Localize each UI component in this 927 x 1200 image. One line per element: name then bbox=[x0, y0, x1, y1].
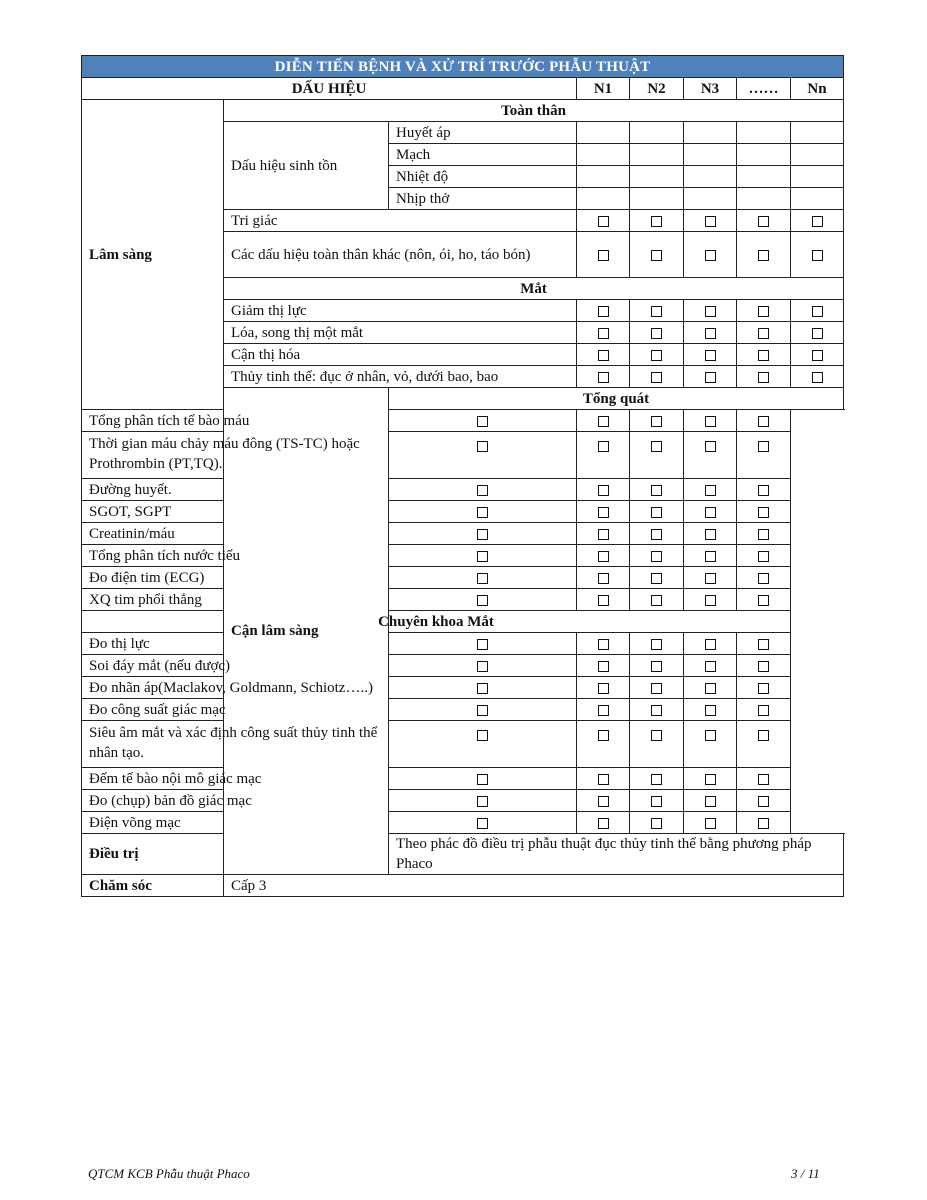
checkbox[interactable] bbox=[651, 595, 662, 606]
footer-document-title: QTCM KCB Phẫu thuật Phaco bbox=[88, 1166, 250, 1181]
checkbox[interactable] bbox=[598, 774, 609, 785]
checkbox[interactable] bbox=[598, 796, 609, 807]
checkbox[interactable] bbox=[598, 328, 609, 339]
entry-cell[interactable] bbox=[577, 166, 630, 188]
table-title: DIỄN TIẾN BỆNH VÀ XỬ TRÍ TRƯỚC PHẪU THUẬT bbox=[82, 56, 844, 78]
checkbox[interactable] bbox=[705, 661, 716, 672]
section-tong-quat: Tổng quát bbox=[389, 388, 844, 410]
checkbox[interactable] bbox=[651, 730, 662, 741]
item-label: Cận thị hóa bbox=[224, 344, 577, 366]
checkbox[interactable] bbox=[598, 306, 609, 317]
entry-cell[interactable] bbox=[577, 122, 630, 144]
pre-op-progress-table bbox=[81, 55, 844, 897]
checkbox[interactable] bbox=[758, 661, 769, 672]
checkbox[interactable] bbox=[705, 350, 716, 361]
checkbox[interactable] bbox=[477, 639, 488, 650]
header-col: …… bbox=[737, 78, 791, 100]
checkbox[interactable] bbox=[651, 796, 662, 807]
header-col: N2 bbox=[630, 78, 684, 100]
checkbox[interactable] bbox=[598, 416, 609, 427]
header-col: N1 bbox=[577, 78, 630, 100]
checkbox[interactable] bbox=[758, 350, 769, 361]
checkbox[interactable] bbox=[705, 796, 716, 807]
checkbox[interactable] bbox=[758, 216, 769, 227]
entry-cell[interactable] bbox=[577, 188, 630, 210]
section-chuyen-khoa: Chuyên khoa Mắt bbox=[82, 611, 791, 633]
entry-cell[interactable] bbox=[630, 144, 684, 166]
checkbox[interactable] bbox=[758, 250, 769, 261]
item-label: Tri giác bbox=[224, 210, 577, 232]
checkbox[interactable] bbox=[477, 507, 488, 518]
cham-soc-value: Cấp 3 bbox=[224, 875, 844, 897]
checkbox[interactable] bbox=[651, 441, 662, 452]
checkbox[interactable] bbox=[705, 306, 716, 317]
checkbox[interactable] bbox=[651, 372, 662, 383]
item-label: Đo điện tim (ECG) bbox=[82, 567, 389, 589]
checkbox[interactable] bbox=[812, 250, 823, 261]
item-label: XQ tim phổi thẳng bbox=[82, 589, 389, 611]
checkbox[interactable] bbox=[758, 441, 769, 452]
checkbox[interactable] bbox=[598, 216, 609, 227]
entry-cell[interactable] bbox=[737, 144, 791, 166]
item-label: Đường huyết. bbox=[82, 479, 389, 501]
item-label: Các dấu hiệu toàn thân khác (nôn, ói, ho, táo bón) bbox=[224, 232, 577, 278]
item-label: Điện võng mạc bbox=[82, 812, 389, 834]
footer-page-number: 3 / 11 bbox=[791, 1166, 820, 1181]
section-mat: Mắt bbox=[224, 278, 844, 300]
item-label: Giảm thị lực bbox=[224, 300, 577, 322]
checkbox[interactable] bbox=[705, 250, 716, 261]
checkbox[interactable] bbox=[705, 529, 716, 540]
checkbox[interactable] bbox=[758, 328, 769, 339]
checkbox[interactable] bbox=[598, 595, 609, 606]
checkbox[interactable] bbox=[758, 705, 769, 716]
checkbox[interactable] bbox=[598, 507, 609, 518]
checkbox[interactable] bbox=[705, 774, 716, 785]
checkbox[interactable] bbox=[598, 661, 609, 672]
checkbox[interactable] bbox=[705, 416, 716, 427]
checkbox[interactable] bbox=[598, 529, 609, 540]
vital-sign-label: Nhịp thở bbox=[389, 188, 577, 210]
checkbox[interactable] bbox=[598, 250, 609, 261]
checkbox[interactable] bbox=[705, 328, 716, 339]
checkbox[interactable] bbox=[477, 730, 488, 741]
checkbox[interactable] bbox=[705, 705, 716, 716]
checkbox[interactable] bbox=[758, 683, 769, 694]
checkbox[interactable] bbox=[651, 250, 662, 261]
entry-cell[interactable] bbox=[737, 166, 791, 188]
checkbox[interactable] bbox=[651, 350, 662, 361]
checkbox[interactable] bbox=[651, 774, 662, 785]
entry-cell[interactable] bbox=[630, 122, 684, 144]
checkbox[interactable] bbox=[705, 730, 716, 741]
entry-cell[interactable] bbox=[791, 188, 844, 210]
checkbox[interactable] bbox=[758, 551, 769, 562]
checkbox[interactable] bbox=[598, 485, 609, 496]
checkbox[interactable] bbox=[598, 573, 609, 584]
checkbox[interactable] bbox=[758, 796, 769, 807]
group-lam-sang: Lâm sàng bbox=[82, 100, 224, 410]
entry-cell[interactable] bbox=[737, 122, 791, 144]
item-label: Lóa, song thị một mắt bbox=[224, 322, 577, 344]
entry-cell[interactable] bbox=[577, 144, 630, 166]
checkbox[interactable] bbox=[598, 551, 609, 562]
checkbox[interactable] bbox=[705, 639, 716, 650]
header-dau-hieu: DẤU HIỆU bbox=[82, 78, 577, 100]
checkbox[interactable] bbox=[477, 416, 488, 427]
checkbox[interactable] bbox=[598, 372, 609, 383]
checkbox[interactable] bbox=[812, 306, 823, 317]
checkbox[interactable] bbox=[477, 705, 488, 716]
checkbox[interactable] bbox=[758, 639, 769, 650]
checkbox[interactable] bbox=[651, 216, 662, 227]
entry-cell[interactable] bbox=[684, 144, 737, 166]
checkbox[interactable] bbox=[477, 551, 488, 562]
item-label: Thời gian máu chảy máu đông (TS-TC) hoặc Prothrombin (PT,TQ). bbox=[82, 432, 389, 479]
checkbox[interactable] bbox=[651, 485, 662, 496]
item-label: Đo thị lực bbox=[82, 633, 389, 655]
checkbox[interactable] bbox=[477, 573, 488, 584]
checkbox[interactable] bbox=[651, 661, 662, 672]
checkbox[interactable] bbox=[651, 683, 662, 694]
checkbox[interactable] bbox=[651, 306, 662, 317]
checkbox[interactable] bbox=[477, 774, 488, 785]
item-label: Đếm tế bào nội mô giác mạc bbox=[82, 768, 389, 790]
checkbox[interactable] bbox=[598, 683, 609, 694]
checkbox[interactable] bbox=[651, 639, 662, 650]
checkbox[interactable] bbox=[705, 372, 716, 383]
checkbox[interactable] bbox=[758, 774, 769, 785]
entry-cell[interactable] bbox=[630, 166, 684, 188]
header-row bbox=[82, 78, 844, 100]
checkbox[interactable] bbox=[598, 350, 609, 361]
checkbox[interactable] bbox=[705, 573, 716, 584]
vital-sign-label: Huyết áp bbox=[389, 122, 577, 144]
group-can-lam-sang: Cận lâm sàng bbox=[224, 388, 389, 875]
checkbox[interactable] bbox=[758, 306, 769, 317]
group-cham-soc: Chăm sóc bbox=[82, 875, 224, 897]
item-label: Soi đáy mắt (nếu được) bbox=[82, 655, 389, 677]
checkbox[interactable] bbox=[651, 507, 662, 518]
entry-cell[interactable] bbox=[684, 122, 737, 144]
checkbox[interactable] bbox=[477, 683, 488, 694]
checkbox[interactable] bbox=[812, 328, 823, 339]
checkbox[interactable] bbox=[598, 705, 609, 716]
checkbox[interactable] bbox=[477, 595, 488, 606]
group-dieu-tri: Điều trị bbox=[82, 834, 224, 875]
checkbox[interactable] bbox=[758, 818, 769, 829]
checkbox[interactable] bbox=[705, 485, 716, 496]
vital-signs-label: Dấu hiệu sinh tồn bbox=[224, 122, 389, 210]
checkbox[interactable] bbox=[477, 661, 488, 672]
checkbox[interactable] bbox=[758, 416, 769, 427]
item-label: SGOT, SGPT bbox=[82, 501, 389, 523]
entry-cell[interactable] bbox=[791, 144, 844, 166]
checkbox[interactable] bbox=[477, 485, 488, 496]
checkbox[interactable] bbox=[651, 328, 662, 339]
item-label: Đo nhãn áp(Maclakov, Goldmann, Schiotz…..) bbox=[82, 677, 389, 699]
checkbox[interactable] bbox=[477, 818, 488, 829]
checkbox[interactable] bbox=[705, 551, 716, 562]
checkbox[interactable] bbox=[705, 441, 716, 452]
item-label: Đo công suất giác mạc bbox=[82, 699, 389, 721]
checkbox[interactable] bbox=[477, 529, 488, 540]
dieu-tri-value: Theo phác đồ điều trị phẫu thuật đục thủy tinh thể bằng phương pháp Phaco bbox=[389, 834, 844, 875]
checkbox[interactable] bbox=[705, 216, 716, 227]
checkbox[interactable] bbox=[812, 372, 823, 383]
checkbox[interactable] bbox=[758, 730, 769, 741]
checkbox[interactable] bbox=[758, 372, 769, 383]
header-col: Nn bbox=[791, 78, 844, 100]
entry-cell[interactable] bbox=[684, 166, 737, 188]
checkbox[interactable] bbox=[705, 818, 716, 829]
item-label: Tổng phân tích tế bào máu bbox=[82, 410, 389, 432]
entry-cell[interactable] bbox=[630, 188, 684, 210]
item-label: Siêu âm mắt và xác định công suất thủy tinh thể nhân tạo. bbox=[82, 721, 389, 768]
checkbox[interactable] bbox=[651, 551, 662, 562]
checkbox[interactable] bbox=[705, 595, 716, 606]
checkbox[interactable] bbox=[651, 573, 662, 584]
item-label: Creatinin/máu bbox=[82, 523, 389, 545]
item-label: Tổng phân tích nước tiểu bbox=[82, 545, 389, 567]
checkbox[interactable] bbox=[598, 441, 609, 452]
item-label: Đo (chụp) bản đồ giác mạc bbox=[82, 790, 389, 812]
entry-cell[interactable] bbox=[737, 188, 791, 210]
checkbox[interactable] bbox=[598, 730, 609, 741]
checkbox[interactable] bbox=[758, 529, 769, 540]
checkbox[interactable] bbox=[477, 441, 488, 452]
checkbox[interactable] bbox=[758, 595, 769, 606]
checkbox[interactable] bbox=[758, 573, 769, 584]
item-label: Thủy tinh thể: đục ở nhân, vỏ, dưới bao, bao bbox=[224, 366, 577, 388]
checkbox[interactable] bbox=[758, 485, 769, 496]
entry-cell[interactable] bbox=[684, 188, 737, 210]
checkbox[interactable] bbox=[812, 350, 823, 361]
checkbox[interactable] bbox=[651, 529, 662, 540]
checkbox[interactable] bbox=[812, 216, 823, 227]
checkbox[interactable] bbox=[598, 639, 609, 650]
checkbox[interactable] bbox=[651, 705, 662, 716]
vital-sign-label: Nhiệt độ bbox=[389, 166, 577, 188]
section-toan-than: Toàn thân bbox=[224, 100, 844, 122]
checkbox[interactable] bbox=[477, 796, 488, 807]
vital-sign-label: Mạch bbox=[389, 144, 577, 166]
checkbox[interactable] bbox=[651, 818, 662, 829]
checkbox[interactable] bbox=[598, 818, 609, 829]
checkbox[interactable] bbox=[705, 683, 716, 694]
entry-cell[interactable] bbox=[791, 122, 844, 144]
entry-cell[interactable] bbox=[791, 166, 844, 188]
checkbox[interactable] bbox=[651, 416, 662, 427]
checkbox[interactable] bbox=[705, 507, 716, 518]
header-col: N3 bbox=[684, 78, 737, 100]
checkbox[interactable] bbox=[758, 507, 769, 518]
